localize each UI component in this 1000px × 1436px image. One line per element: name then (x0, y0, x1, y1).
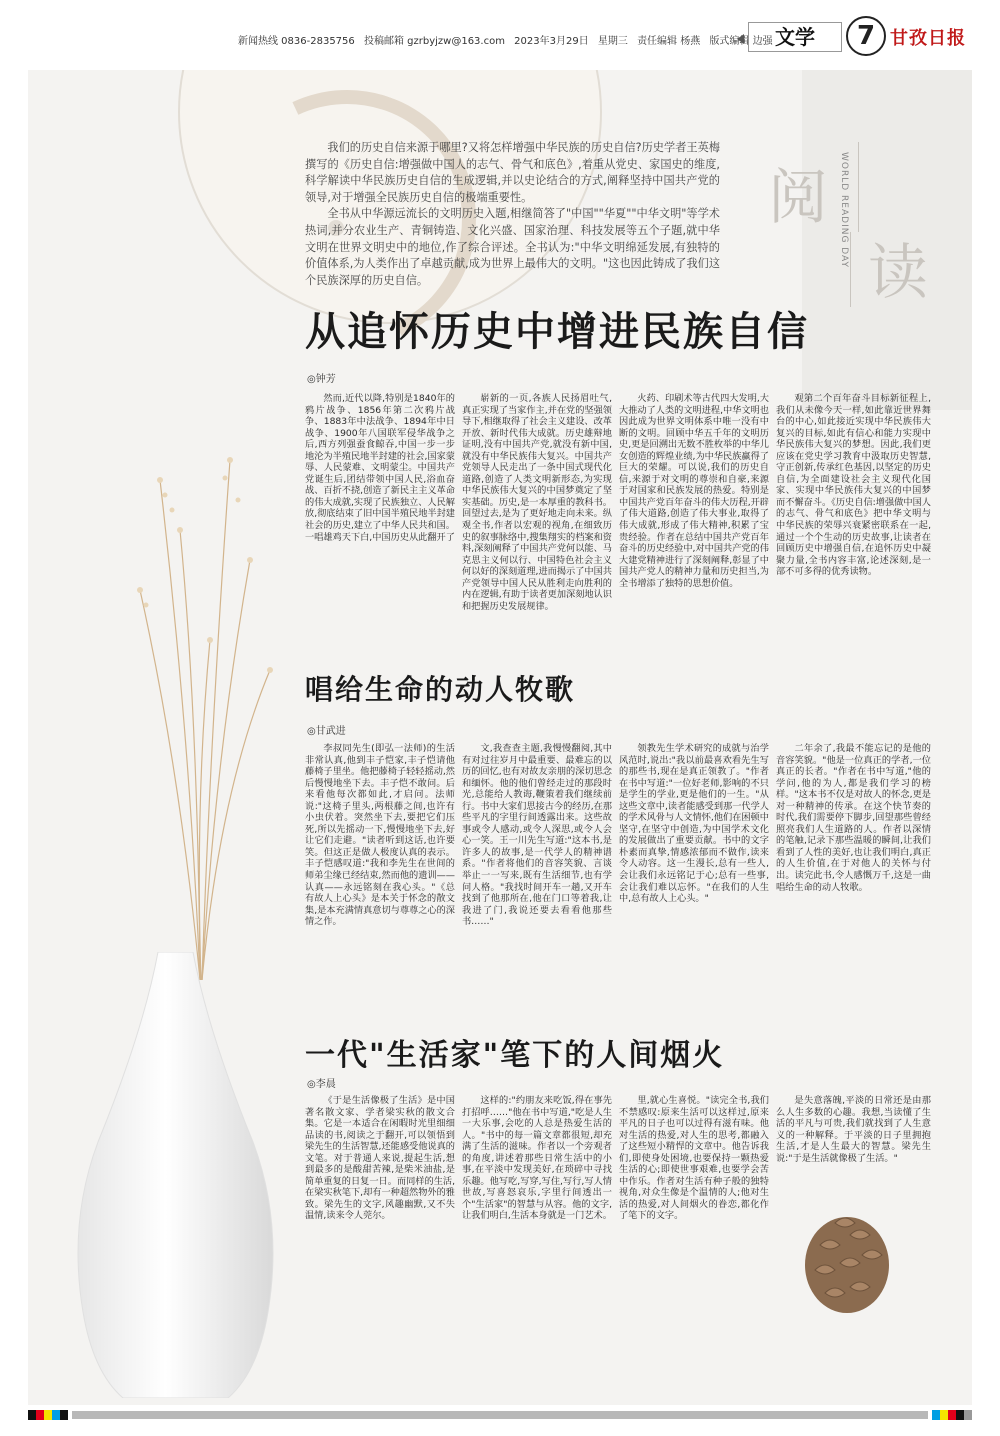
badge-english: WORLD READING DAY (839, 152, 849, 269)
article3-paragraph: 《于是生活像极了生活》是中国著名散文家、学者梁实秋的散文合集。它是一本适合在闲暇时光里细细品读的书,阅读之于翻开,可以领悟到梁先生的生活智慧,还能感受他说真的文笔。对于普通人来说,提起生活,想到最多的是酸甜苦辣,是柴米油盐,是简单重复的日复一日。而同样的生活,在梁实秋笔下,却有一种超然物外的雅致。梁先生的文字,风趣幽默,又不失温情,读来令人莞尔。 (305, 1095, 455, 1222)
article3-byline: ◎李晨 (307, 1079, 336, 1090)
page-header (0, 0, 1000, 60)
section-name: 文学 (748, 22, 842, 52)
article3-col1 (305, 1095, 455, 1365)
article1-col2 (462, 393, 612, 611)
article1-col3 (619, 393, 769, 611)
article1-paragraph: 火药、印刷术等古代四大发明,大大推动了人类的文明进程,中华文明也因此成为世界文明体系中唯一没有中断的文明。回顾中华五千年的文明历史,更是回溯出无数不胜枚举的中华儿女创造的辉煌业绩,为中华民族赢得了巨大的荣耀。可以说,我们的历史自信,来源于对文明的尊崇和自豪,来源于对国家和民族发展的热爱。特别是中国共产党百年奋斗的伟大历程,开辟了伟大道路,创造了伟大事业,取得了伟大成就,形成了伟大精神,积累了宝贵经验。作者在总结中国共产党百年奋斗的历史经验中,对中国共产党的伟大建党精神进行了深刻阐释,彰显了中国共产党人的精神力量和历史担当,为全书增添了独特的思想价值。 (619, 393, 769, 589)
article3-title: 一代"生活家"笔下的人间烟火 (305, 1038, 725, 1073)
intro-text (305, 140, 720, 289)
dried-flowers-icon (120, 440, 280, 980)
article1-title: 从追怀历史中增进民族自信 (305, 309, 809, 355)
white-vase-icon (58, 952, 293, 1398)
badge-line (850, 232, 851, 307)
article2-col4 (776, 743, 931, 1008)
article1-col1 (305, 393, 455, 611)
registration-marks-right (932, 1410, 972, 1420)
article1-paragraph: 观第二个百年奋斗目标新征程上,我们从未像今天一样,如此靠近世界舞台的中心,如此接近实现中华民族伟大复兴的目标,如此有信心和能力实现中华民族伟大复兴的梦想。因此,我们更应该在党史学习教育中汲取历史智慧,守正创新,传承红色基因,以坚定的历史自信,为全面建设社会主义现代化国家、实现中华民族伟大复兴的中国梦而不懈奋斗。《历史自信:增强做中国人的志气、骨气和底色》把中华文明与中华民族的荣辱兴衰紧密联系在一起,通过一个个生动的历史故事,让读者在回顾历史中增强自信,在追怀历史中凝聚力量,全书内容丰富,论述深刻,是一部不可多得的优秀读物。 (776, 393, 931, 578)
article2-paragraph: 二年余了,我最不能忘记的是他的音容笑貌。"他是一位真正的学者,一位真正的长者。"作者在书中写道,"他的学问,他的为人,都是我们学习的榜样。"这本书不仅是对故人的怀念,更是对一种精神的传承。在这个快节奏的时代,我们需要停下脚步,回望那些曾经照亮我们人生道路的人。作者以深情的笔触,记录下那些温暖的瞬间,让我们看到了人性的美好,也让我们明白,真正的人生价值,在于对他人的关怀与付出。读完此书,令人感慨万千,这是一曲唱给生命的动人牧歌。 (776, 743, 931, 893)
page-number: 7 (846, 16, 886, 56)
issue-date: 2023年3月29日 (514, 36, 589, 47)
article1-paragraph: 然而,近代以降,特别是1840年的鸦片战争、1856年第二次鸦片战争、1883年中法战争、1894年中日战争、1900年八国联军侵华战争之后,西方列强蚕食鲸吞,中国一步一步地沦为半殖民地半封建的社会,国家蒙辱、人民蒙难、文明蒙尘。中国共产党诞生后,团结带领中国人民,浴血奋战、百折不挠,创造了新民主主义革命的伟大成就,实现了民族独立、人民解放,彻底结束了旧中国半殖民地半封建社会的历史,建立了中华人民共和国。一唱雄鸡天下白,中国历史从此翻开了 (305, 393, 455, 543)
article2-col3 (619, 743, 769, 1008)
article3-paragraph: 是失意落魄,平淡的日常还是由那么人生多数的心趣。我想,当读懂了生活的平凡与可贵,我们就找到了人生意义的一种解释。于平淡的日子里拥抱生活,才是人生最大的智慧。梁先生说:"于是生活就像极了生活。" (776, 1095, 931, 1164)
article3-paragraph: 里,就心生喜悦。"读完全书,我们不禁感叹:原来生活可以这样过,原来平凡的日子也可以过得有滋有味。他对生活的热爱,对人生的思考,都融入了这些短小精悍的文章中。他告诉我们,即使身处困境,也要保持一颗热爱生活的心;即使世事艰难,也要学会苦中作乐。作者对生活有种子般的独特视角,对众生像是个温情的人;他对生活的热爱,对人间烟火的眷恋,都化作了笔下的文字。 (619, 1095, 769, 1222)
submission-email: 投稿邮箱 gzrbyjzw@163.com (363, 36, 505, 47)
registration-marks-left (28, 1410, 68, 1420)
article3-col3 (619, 1095, 769, 1365)
hotline: 新闻热线 0836-2835756 (238, 36, 355, 47)
header-meta (238, 32, 779, 47)
article2-paragraph: 李叔同先生(即弘一法师)的生活非常认真,他到丰子恺家,丰子恺请他藤椅子里坐。他把藤椅子轻轻摇动,然后慢慢地坐下去。丰子恺不敢问。后来看他每次都如此,才启问。法师说:"这椅子里头,两根藤之间,也许有小虫伏着。突然坐下去,要把它们压死,所以先摇动一下,慢慢地坐下去,好让它们走避。"读者听到这话,也许要笑。但这正是做人极度认真的表示。丰子恺感叹道:"我和李先生在世间的师弟尘缘已经结束,然而他的遗训——认真——永远铭刻在我心头。"《总有故人上心头》是本关于怀念的散文集,是本充满情真意切与尊尊之心的深情之作。 (305, 743, 455, 928)
article2-col1 (305, 743, 455, 1008)
editor: 责任编辑 杨燕 (637, 36, 701, 47)
intro-paragraph: 全书从中华源远流长的文明历史入题,相继简答了"中国""华夏""中华文明"等学术热词,并分农业生产、青铜铸造、文化兴盛、国家治理、科技发展等五个子题,就中华文明在世界文明史中的地位,作了综合评述。全书认为:"中华文明绵延发展,有独特的价值体系,为人类作出了卓越贡献,成为世界上最伟大的文明。"这也因此铸成了我们这个民族深厚的历史自信。 (305, 207, 721, 287)
article2-paragraph: 领教先生学术研究的成就与治学风范时,说出:"我以前最喜欢看先生写的那些书,现在是真正领教了。"作者在书中写道:"一位好老师,影响的不只是学生的学业,更是他们的一生。"从这些文章中,读者能感受到那一代学人的学术风骨与人文情怀,他们在困顿中坚守,在坚守中创造,为中国学术文化的发展做出了重要贡献。书中的文字朴素而真挚,情感浓郁而不做作,读来令人动容。这一生漫长,总有一些人,会让我们永远铭记于心;总有一些事,会让我们难以忘怀。"在我们的人生中,总有故人上心头。" (619, 743, 769, 905)
badge-char-du: 读 (868, 238, 928, 308)
layout-editor: 版式编辑 边强 (709, 36, 773, 47)
article2-title: 唱给生命的动人牧歌 (305, 673, 576, 706)
article3-paragraph: 这样的:"约朋友来吃饭,得在事先打招呼……"他在书中写道,"吃是人生一大乐事,会吃的人总是热爱生活的人。"书中的每一篇文章都很短,却充满了生活的滋味。作者以一个旁观者的角度,讲述着那些日常生活中的小事,在平淡中发现美好,在琐碎中寻找乐趣。他写吃,写穿,写住,写行,写人情世故,写喜怒哀乐,字里行间透出一个"生活家"的智慧与从容。他的文字,让我们明白,生活本身就是一门艺术。 (462, 1095, 612, 1222)
badge-char-yue: 阅 (768, 163, 828, 233)
pinecone-icon (800, 1205, 895, 1315)
prev-arrow-icon (737, 34, 744, 44)
weekday: 星期三 (597, 36, 628, 47)
article2-byline: ◎甘武进 (307, 726, 346, 737)
article3-col2 (462, 1095, 612, 1365)
article2-paragraph: 文,我查查主题,我慢慢翻阅,其中有对过往岁月中最重要、最难忘的以历的回忆,也有对故友亲朋的深切思念和缅怀。他的他们曾经走过的那段时光,总能给人教诲,鞭策着我们继续前行。书中大家们思接古今的经历,在那些平凡的字里行间透露出来。这些故事或令人感动,或令人深思,或令人会心一笑。王一川先生写道:"这本书,是许多人的故事,是一代学人的精神谱系。"作者将他们的音容笑貌、言谈举止一一写来,既有生活细节,也有学问人格。"我找时间开车一趟,又开车找到了他那所在,他在门口等着我,让我进了门,我说还要去看看他那些书……" (462, 743, 612, 928)
footer-bar (72, 1411, 928, 1419)
article1-byline: ◎钟芳 (307, 374, 336, 385)
intro-paragraph: 我们的历史自信来源于哪里?又将怎样增强中华民族的历史自信?历史学者王英梅撰写的《历史自信:增强做中国人的志气、骨气和底色》,着重从党史、家国史的维度,科学解读中华民族历史自信的生成逻辑,并以史论结合的方式,阐释坚持中国共产党的领导,对于增强全民族历史自信的极端重要性。 (305, 141, 720, 204)
badge-line (858, 142, 859, 232)
article1-col4 (776, 393, 931, 611)
article2-col2 (462, 743, 612, 1008)
article1-paragraph: 崭新的一页,各族人民扬眉吐气,真正实现了当家作主,并在党的坚强领导下,相继取得了社会主义建设、改革开放、新时代伟大成就。历史雄辩地证明,没有中国共产党,就没有新中国,就没有中华民族伟大复兴。中国共产党领导人民走出了一条中国式现代化道路,创造了人类文明新形态,为实现中华民族伟大复兴的中国梦奠定了坚实基础。历史,是一本厚重的教科书。回望过去,是为了更好地走向未来。纵观全书,作者以宏观的视角,在细致历史的叙事脉络中,搜集翔实的档案和资料,深刻阐释了中国共产党何以能、马克思主义何以行、中国特色社会主义何以好的深刻道理,进而揭示了中国共产党领导中国人民从胜利走向胜利的内在逻辑,有助于读者更加深刻地认识和把握历史发展规律。 (462, 393, 612, 611)
newspaper-logo: 甘孜日报 (890, 28, 966, 49)
article3-col4 (776, 1095, 931, 1175)
